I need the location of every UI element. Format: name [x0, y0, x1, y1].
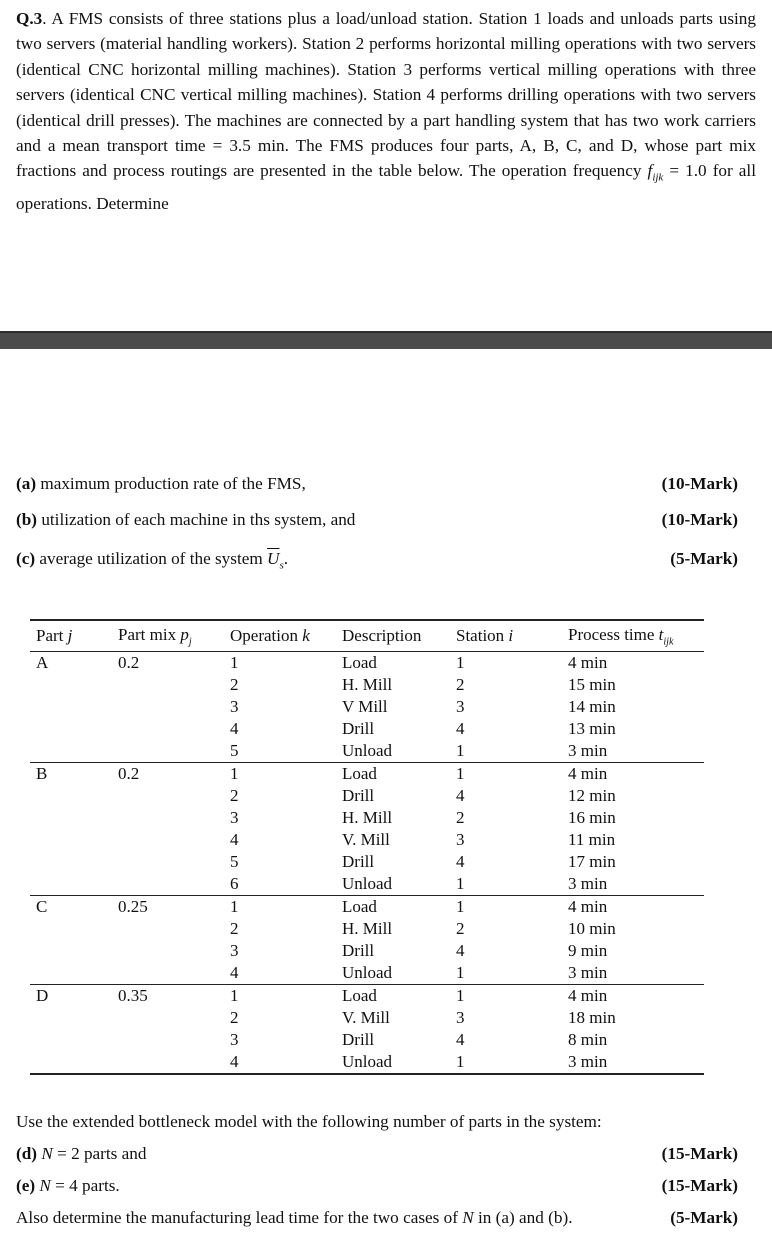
description-cell: Load	[342, 985, 456, 1008]
problem-text-end: = 1.0 for all operations. Determine	[16, 161, 756, 214]
table-row	[30, 873, 704, 896]
process-time-cell: 3 min	[568, 1052, 608, 1071]
station-cell: 1	[456, 653, 465, 672]
table-row	[30, 807, 704, 829]
part-cell	[30, 1029, 118, 1051]
description-cell: Load	[342, 896, 456, 919]
table-row	[30, 1051, 704, 1074]
table-row	[30, 696, 704, 718]
part-mix-cell	[118, 807, 230, 829]
part-cell	[30, 962, 118, 985]
table-row	[30, 962, 704, 985]
operation-cell: 5	[230, 852, 239, 871]
part-cell	[30, 918, 118, 940]
final-question: Also determine the manufacturing lead time for the two cases of N in (a) and (b). (5-Mark)	[16, 1202, 740, 1234]
table-row	[30, 985, 704, 1008]
part-mix-cell	[118, 785, 230, 807]
routing-table	[30, 619, 704, 1075]
process-time-cell: 4 min	[568, 896, 704, 919]
question-b-text: utilization of each machine in ths system, and	[41, 510, 356, 529]
process-time-cell: 4 min	[568, 763, 704, 786]
part-cell	[30, 807, 118, 829]
operation-cell: 3	[230, 1030, 239, 1049]
station-cell: 4	[456, 852, 465, 871]
part-cell	[30, 718, 118, 740]
description-cell: V. Mill	[342, 830, 390, 849]
part-cell: D	[30, 985, 118, 1008]
description-cell: Unload	[342, 741, 393, 760]
process-time-cell: 4 min	[568, 985, 704, 1008]
table-row	[30, 763, 704, 786]
table-row	[30, 1029, 704, 1051]
part-cell	[30, 674, 118, 696]
part-cell	[30, 851, 118, 873]
instruction-text: Use the extended bottleneck model with the following number of parts in the system:	[16, 1112, 602, 1131]
station-cell: 1	[456, 896, 568, 919]
question-c-label: (c)	[16, 549, 36, 568]
table-row	[30, 896, 704, 919]
process-time-cell: 9 min	[568, 941, 608, 960]
part-mix-cell	[118, 718, 230, 740]
part-mix-cell	[118, 674, 230, 696]
part-cell: B	[30, 763, 118, 786]
table-row	[30, 785, 704, 807]
process-time-cell: 8 min	[568, 1030, 608, 1049]
part-mix-cell	[118, 1051, 230, 1074]
part-cell: A	[36, 653, 49, 672]
question-a-text: maximum production rate of the FMS,	[40, 474, 306, 493]
part-mix-cell	[118, 1007, 230, 1029]
description-cell: H. Mill	[342, 919, 393, 938]
station-cell: 4	[456, 1030, 465, 1049]
process-time-cell: 3 min	[568, 874, 608, 893]
process-time-cell: 16 min	[568, 808, 616, 827]
table-row	[30, 1007, 704, 1029]
header-process-time: Process time $t_{ijk}$	[568, 620, 704, 652]
process-time-cell: 11 min	[568, 830, 616, 849]
station-cell: 1	[456, 963, 465, 982]
header-part: Part j	[30, 620, 118, 652]
part-cell	[30, 785, 118, 807]
process-time-cell: 4 min	[568, 653, 608, 672]
operation-cell: 2	[230, 1008, 239, 1027]
question-e-text: = 4 parts.	[50, 1176, 120, 1195]
operation-cell: 4	[230, 830, 239, 849]
description-cell: Drill	[342, 719, 375, 738]
process-time-cell: 13 min	[568, 719, 616, 738]
question-c-text: average utilization of the system	[39, 549, 268, 568]
divider-bar	[0, 331, 772, 349]
description-cell: Drill	[342, 852, 375, 871]
operation-cell: 1	[230, 985, 342, 1008]
part-mix-cell: 0.2	[118, 653, 140, 672]
header-operation: Operation k	[230, 620, 342, 652]
part-mix-cell: 0.2	[118, 763, 230, 786]
question-b	[16, 508, 740, 532]
table-row	[30, 652, 704, 675]
operation-cell: 2	[230, 786, 239, 805]
part-cell: C	[30, 896, 118, 919]
question-d-text: = 2 parts and	[52, 1144, 147, 1163]
question-e: (e) N = 4 parts. (15-Mark)	[16, 1170, 740, 1202]
frequency-symbol: f	[647, 161, 653, 181]
question-number: Q.3	[16, 9, 43, 28]
table-header-row	[30, 620, 704, 652]
station-cell: 2	[456, 808, 465, 827]
description-cell: V. Mill	[342, 1008, 390, 1027]
description-cell: Drill	[342, 786, 375, 805]
station-cell: 4	[456, 786, 465, 805]
part-cell	[30, 940, 118, 962]
part-mix-cell	[118, 873, 230, 896]
station-cell: 3	[456, 697, 465, 716]
part-mix-cell	[118, 1029, 230, 1051]
description-cell: Load	[342, 653, 377, 672]
operation-cell: 1	[230, 896, 342, 919]
header-station: Station i	[456, 620, 568, 652]
part-cell	[30, 696, 118, 718]
part-mix-cell	[118, 962, 230, 985]
operation-cell: 4	[230, 1052, 239, 1071]
description-cell: Unload	[342, 963, 393, 982]
description-cell: Drill	[342, 1030, 375, 1049]
description-cell: Load	[342, 763, 456, 786]
description-cell: Unload	[342, 874, 393, 893]
operation-cell: 6	[230, 874, 239, 893]
process-time-cell: 14 min	[568, 697, 616, 716]
extended-bottleneck-section	[16, 1106, 740, 1234]
part-mix-cell	[118, 851, 230, 873]
part-mix-cell	[118, 918, 230, 940]
table-row	[30, 718, 704, 740]
header-part-mix: Part mix $p_j$	[118, 620, 230, 652]
question-a-label: (a)	[16, 474, 37, 493]
part-cell	[30, 829, 118, 851]
final-question-mark: (5-Mark)	[670, 1208, 738, 1227]
station-cell: 2	[456, 675, 465, 694]
part-cell	[30, 1051, 118, 1074]
station-cell: 1	[456, 741, 465, 760]
table-row	[30, 940, 704, 962]
question-b-label: (b)	[16, 510, 38, 529]
frequency-subscript: ijk	[652, 171, 664, 184]
station-cell: 3	[456, 830, 465, 849]
table-row	[30, 740, 704, 763]
part-cell	[30, 1007, 118, 1029]
part-mix-cell: 0.35	[118, 985, 230, 1008]
description-cell: Unload	[342, 1052, 393, 1071]
process-time-cell: 3 min	[568, 741, 608, 760]
part-cell	[30, 740, 118, 763]
part-cell	[30, 873, 118, 896]
operation-cell: 3	[230, 808, 239, 827]
process-time-cell: 10 min	[568, 919, 616, 938]
utilization-subscript: s	[279, 559, 284, 572]
station-cell: 3	[456, 1008, 465, 1027]
question-c-suffix: .	[283, 549, 289, 568]
part-mix-cell	[118, 940, 230, 962]
part-mix-cell	[118, 696, 230, 718]
operation-cell: 1	[230, 763, 342, 786]
description-cell: H. Mill	[342, 808, 393, 827]
operation-cell: 5	[230, 741, 239, 760]
question-c-mark: (5-Mark)	[670, 549, 738, 568]
description-cell: Drill	[342, 941, 375, 960]
part-mix-cell	[118, 740, 230, 763]
station-cell: 2	[456, 919, 465, 938]
station-cell: 4	[456, 941, 465, 960]
table-row	[30, 851, 704, 873]
operation-cell: 3	[230, 697, 239, 716]
station-cell: 1	[456, 763, 568, 786]
description-cell: H. Mill	[342, 675, 393, 694]
question-d-label: (d)	[16, 1144, 38, 1163]
part-mix-cell: 0.25	[118, 896, 230, 919]
process-time-cell: 3 min	[568, 963, 608, 982]
process-time-cell: 17 min	[568, 852, 616, 871]
question-d-mark: (15-Mark)	[661, 1144, 738, 1163]
problem-text: . A FMS consists of three stations plus a load/unload station. Station 1 loads and unloads parts using two servers (material handling workers). Station 2 performs horizontal milling operations with two servers (identical CNC horizontal milling machines). Station 3 performs vertical milling operations with three servers (identical CNC vertical milling machines). Station 4 performs drilling operations with two servers (identical drill presses). The machines are connected by a part handling system that has two work carriers and a mean transport time = 3.5 min. The FMS produces four parts, A, B, C, and D, whose part mix fractions and process routings are presented in the table below. The operation frequency	[16, 9, 756, 181]
question-a	[16, 472, 740, 496]
question-a-mark: (10-Mark)	[661, 474, 738, 493]
operation-cell: 1	[230, 653, 239, 672]
problem-statement	[16, 6, 756, 217]
question-e-label: (e)	[16, 1176, 36, 1195]
operation-cell: 2	[230, 675, 239, 694]
question-d: (d) N = 2 parts and (15-Mark)	[16, 1138, 740, 1170]
operation-cell: 4	[230, 963, 239, 982]
process-time-cell: 18 min	[568, 1008, 616, 1027]
utilization-symbol: $\overline{U}$	[267, 549, 280, 568]
table-row	[30, 674, 704, 696]
station-cell: 4	[456, 719, 465, 738]
process-time-cell: 15 min	[568, 675, 616, 694]
description-cell: V Mill	[342, 697, 388, 716]
operation-cell: 2	[230, 919, 239, 938]
question-c	[16, 547, 740, 571]
part-mix-cell	[118, 829, 230, 851]
table-row	[30, 918, 704, 940]
station-cell: 1	[456, 874, 465, 893]
question-b-mark: (10-Mark)	[661, 510, 738, 529]
operation-cell: 3	[230, 941, 239, 960]
table-row	[30, 829, 704, 851]
operation-cell: 4	[230, 719, 239, 738]
station-cell: 1	[456, 1052, 465, 1071]
station-cell: 1	[456, 985, 568, 1008]
process-time-cell: 12 min	[568, 786, 616, 805]
header-description: Description	[342, 620, 456, 652]
routing-table-body	[30, 652, 704, 1075]
question-e-mark: (15-Mark)	[661, 1176, 738, 1195]
